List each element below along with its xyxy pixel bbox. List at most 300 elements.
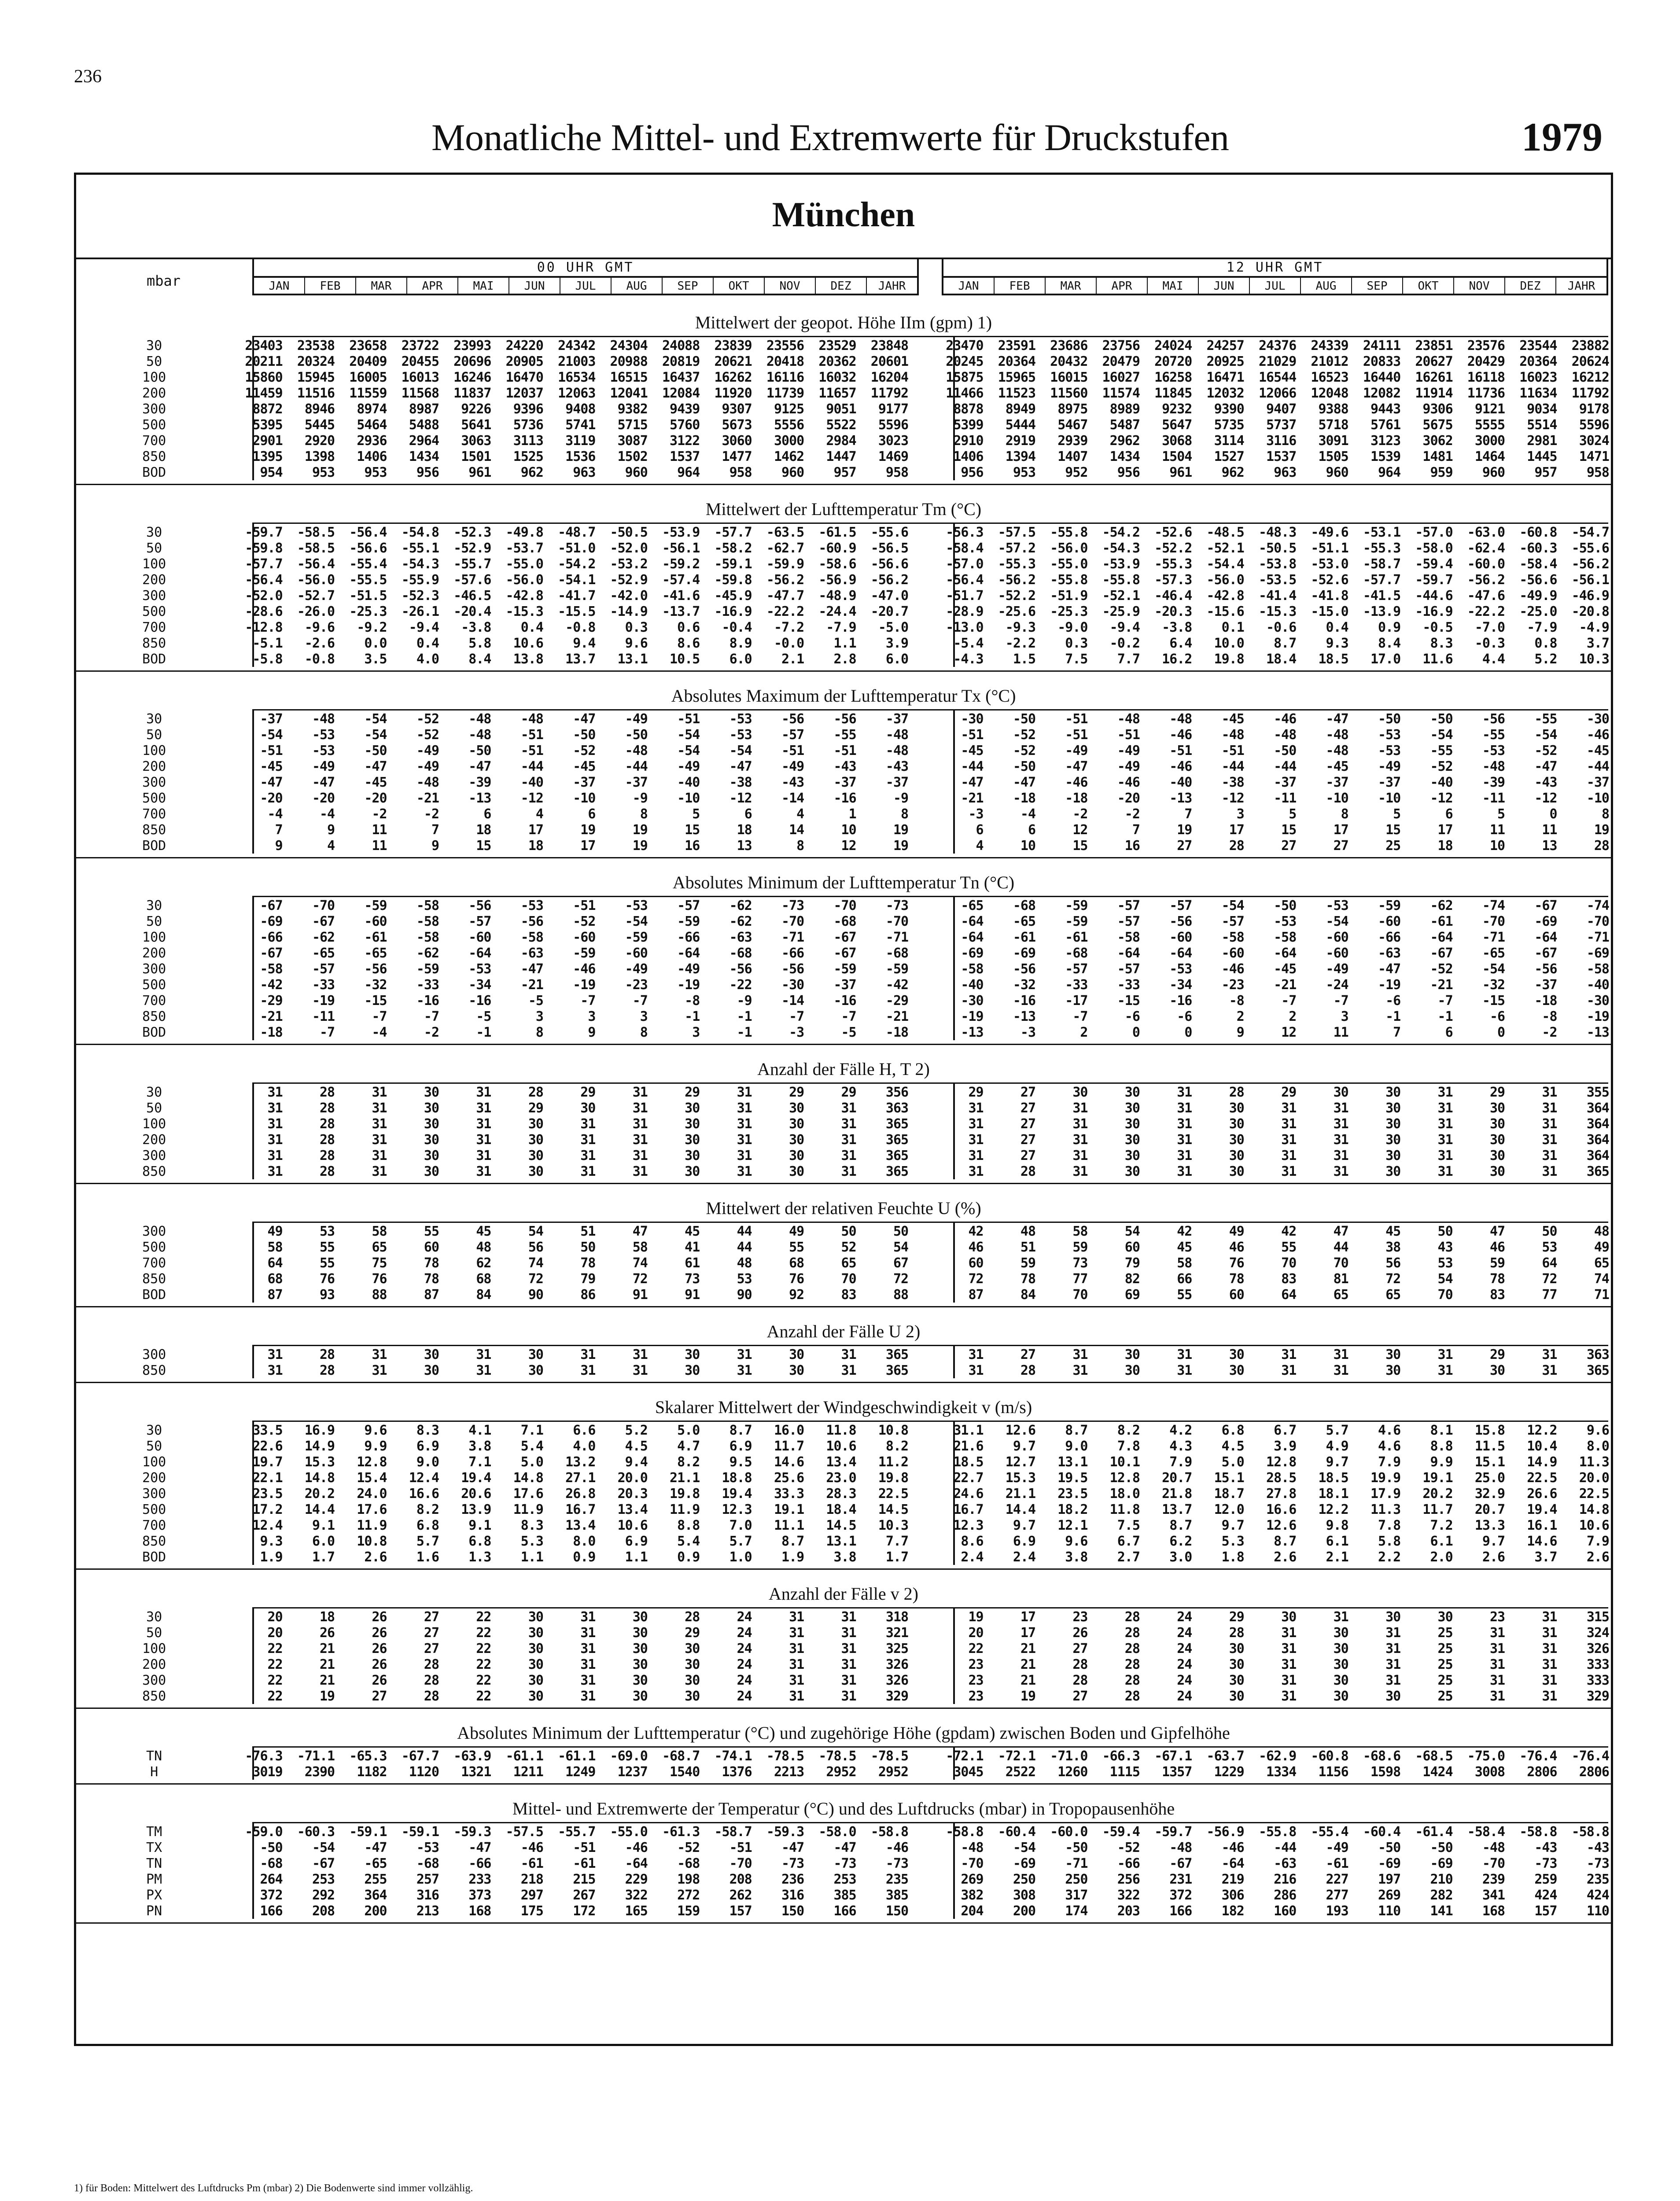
values-00-gmt <box>232 1903 910 1919</box>
section-title: Mittelwert der geopot. Höhe IIm (gpm) 1) <box>695 313 992 332</box>
table-cell: 5556 <box>774 417 804 433</box>
values-00-gmt <box>232 1287 910 1303</box>
table-cell: -57.7 <box>1363 572 1401 588</box>
table-cell: -7.9 <box>826 619 856 635</box>
table-cell: -49 <box>677 961 700 977</box>
table-cell: -63.9 <box>453 1748 491 1764</box>
table-cell: 31 <box>580 1132 596 1148</box>
row-label: 500 <box>142 790 166 806</box>
table-cell: 9396 <box>513 401 543 417</box>
table-cell: 20364 <box>1519 353 1557 369</box>
table-cell: 19 <box>1594 822 1609 838</box>
block-divider <box>953 1746 955 1780</box>
table-cell: 1407 <box>1057 449 1088 464</box>
section-top-rule <box>252 523 1608 524</box>
table-cell: -58 <box>1586 961 1609 977</box>
table-cell: 38 <box>1385 1239 1401 1255</box>
table-cell: -56 <box>520 913 543 929</box>
table-cell: 30 <box>1489 1100 1505 1116</box>
table-cell: 31 <box>1281 1132 1297 1148</box>
table-cell: 30 <box>1385 1132 1401 1148</box>
table-cell: -53.1 <box>1363 524 1401 540</box>
table-cell: 31 <box>1542 1672 1557 1688</box>
table-cell: -64 <box>677 945 700 961</box>
values-12-gmt <box>933 1009 1611 1024</box>
table-cell: 1539 <box>1370 449 1401 464</box>
table-cell: -7 <box>372 1008 387 1024</box>
table-row <box>76 1422 1611 1438</box>
table-cell: 21.6 <box>953 1438 984 1454</box>
table-cell: -63.7 <box>1206 1748 1244 1764</box>
table-row <box>76 1764 1611 1780</box>
table-cell: -78.5 <box>870 1748 909 1764</box>
table-cell: 23403 <box>245 338 283 353</box>
table-cell: 28 <box>320 1163 335 1179</box>
table-cell: -13.0 <box>946 619 984 635</box>
table-cell: 9306 <box>1422 401 1453 417</box>
table-cell: 31 <box>841 1163 856 1179</box>
table-cell: -56.5 <box>870 540 909 556</box>
station-name: München <box>772 195 915 234</box>
table-cell: 9.9 <box>1430 1454 1453 1470</box>
table-cell: 10.5 <box>670 651 700 667</box>
table-cell: 364 <box>1586 1148 1609 1163</box>
table-cell: 157 <box>729 1903 752 1919</box>
table-cell: -18 <box>1065 790 1088 806</box>
table-cell: -70 <box>781 913 804 929</box>
year: 1979 <box>1522 114 1603 159</box>
table-cell: 42 <box>1177 1223 1192 1239</box>
table-cell: 28 <box>424 1656 439 1672</box>
table-cell: 30 <box>685 1672 700 1688</box>
table-cell: 963 <box>573 464 596 480</box>
row-label: 50 <box>146 540 162 556</box>
values-12-gmt <box>933 620 1611 635</box>
table-cell: 15.1 <box>1214 1470 1244 1486</box>
table-cell: -56 <box>781 711 804 727</box>
table-cell: 55 <box>789 1239 804 1255</box>
table-cell: 11.1 <box>774 1517 804 1533</box>
table-cell: -60.8 <box>1519 524 1557 540</box>
table-cell: 329 <box>885 1688 909 1704</box>
table-cell: 961 <box>468 464 491 480</box>
table-cell: 24 <box>737 1688 752 1704</box>
values-12-gmt <box>933 651 1611 667</box>
table-cell: 76 <box>372 1271 387 1287</box>
table-cell: -20.3 <box>1154 604 1192 619</box>
table-cell: 208 <box>312 1903 335 1919</box>
table-cell: -49 <box>1117 758 1140 774</box>
table-cell: 10.8 <box>878 1422 909 1438</box>
table-cell: 235 <box>885 1871 909 1887</box>
table-cell: -57.4 <box>662 572 700 588</box>
table-cell: -56 <box>833 711 856 727</box>
row-label: 850 <box>142 1271 166 1287</box>
table-cell: -59.0 <box>245 1824 283 1840</box>
table-cell: 16 <box>685 838 700 854</box>
table-cell: -67 <box>260 898 283 913</box>
table-cell: -56.2 <box>870 572 909 588</box>
table-cell: 91 <box>632 1287 648 1303</box>
table-cell: 30 <box>1333 1672 1348 1688</box>
table-cell: 20.0 <box>617 1470 648 1486</box>
table-cell: 30 <box>1489 1148 1505 1163</box>
table-row <box>76 790 1611 806</box>
table-cell: 30 <box>1489 1362 1505 1378</box>
row-label: 30 <box>146 898 162 913</box>
table-cell: -50 <box>364 743 387 758</box>
table-cell: 23993 <box>453 338 491 353</box>
table-cell: -62 <box>729 913 752 929</box>
table-cell: 2522 <box>1005 1764 1036 1780</box>
table-cell: 31 <box>1072 1116 1088 1132</box>
table-cell: 236 <box>781 1871 804 1887</box>
table-cell: 31 <box>580 1625 596 1641</box>
table-row <box>76 449 1611 464</box>
table-cell: -7 <box>1072 1008 1088 1024</box>
table-cell: -0.4 <box>722 619 752 635</box>
table-cell: 9.3 <box>1326 635 1348 651</box>
table-cell: -5.8 <box>252 651 283 667</box>
table-cell: -67.1 <box>1154 1748 1192 1764</box>
table-cell: -13 <box>961 1024 984 1040</box>
row-label: 850 <box>142 635 166 651</box>
table-cell: 9.8 <box>1326 1517 1348 1533</box>
table-cell: 30 <box>632 1656 648 1672</box>
table-cell: 365 <box>885 1362 909 1378</box>
table-cell: -70 <box>312 898 335 913</box>
table-cell: -59 <box>573 945 596 961</box>
table-cell: 83 <box>1281 1271 1297 1287</box>
table-cell: 2806 <box>1527 1764 1557 1780</box>
table-cell: 14.9 <box>1527 1454 1557 1470</box>
table-cell: 30 <box>424 1116 439 1132</box>
table-cell: 3114 <box>1214 433 1244 449</box>
table-cell: -64 <box>1534 929 1557 945</box>
values-00-gmt <box>232 1363 910 1378</box>
table-cell: 16258 <box>1154 369 1192 385</box>
table-cell: 31 <box>737 1100 752 1116</box>
table-cell: -56.2 <box>1467 572 1505 588</box>
table-cell: 20364 <box>998 353 1036 369</box>
table-cell: 9.3 <box>260 1533 283 1549</box>
table-cell: 11634 <box>1519 385 1557 401</box>
table-cell: -37 <box>833 774 856 790</box>
table-cell: -72.1 <box>946 1748 984 1764</box>
section-title: Skalarer Mittelwert der Windgeschwindigkeit v (m/s) <box>655 1397 1032 1417</box>
row-label: 300 <box>142 961 166 977</box>
table-cell: 19.5 <box>1057 1470 1088 1486</box>
table-cell: 231 <box>1169 1871 1192 1887</box>
table-cell: 9.6 <box>364 1422 387 1438</box>
table-cell: 19 <box>580 822 596 838</box>
table-cell: -65.3 <box>349 1748 387 1764</box>
table-cell: -73 <box>1586 1855 1609 1871</box>
table-cell: 31 <box>1542 1100 1557 1116</box>
table-cell: -58.0 <box>818 1824 856 1840</box>
section-top-rule <box>252 1746 1608 1748</box>
table-cell: -65 <box>1013 913 1036 929</box>
table-cell: 18.5 <box>953 1454 984 1470</box>
row-label: BOD <box>142 651 166 667</box>
table-cell: 18 <box>1437 838 1453 854</box>
table-cell: 12.8 <box>357 1454 387 1470</box>
table-cell: 1527 <box>1214 449 1244 464</box>
table-cell: 21 <box>320 1656 335 1672</box>
table-cell: 9.7 <box>1326 1454 1348 1470</box>
table-cell: -15.6 <box>1206 604 1244 619</box>
table-cell: 159 <box>677 1903 700 1919</box>
table-cell: -52 <box>677 1840 700 1855</box>
table-cell: 6.0 <box>312 1533 335 1549</box>
table-cell: 16.6 <box>409 1486 439 1502</box>
table-cell: 30 <box>685 1656 700 1672</box>
table-cell: 7 <box>1132 822 1140 838</box>
table-cell: 31 <box>1333 1116 1348 1132</box>
table-row <box>76 556 1611 572</box>
values-12-gmt <box>933 727 1611 743</box>
table-cell: -58.8 <box>1519 1824 1557 1840</box>
table-row <box>76 1887 1611 1903</box>
table-cell: 2984 <box>826 433 856 449</box>
table-cell: -43 <box>1586 1840 1609 1855</box>
table-cell: -60 <box>468 929 491 945</box>
table-cell: 318 <box>885 1609 909 1625</box>
table-cell: -25.3 <box>1050 604 1088 619</box>
table-cell: 7.1 <box>468 1454 491 1470</box>
table-row <box>76 993 1611 1008</box>
table-cell: 66 <box>1177 1271 1192 1287</box>
values-12-gmt <box>933 1824 1611 1840</box>
table-cell: 365 <box>885 1163 909 1179</box>
values-00-gmt <box>232 620 910 635</box>
table-cell: 424 <box>1586 1887 1609 1903</box>
table-cell: -11 <box>1482 790 1505 806</box>
table-cell: 286 <box>1274 1887 1297 1903</box>
table-cell: 255 <box>364 1871 387 1887</box>
table-cell: 19.9 <box>1370 1470 1401 1486</box>
table-cell: 1434 <box>409 449 439 464</box>
table-cell: 28 <box>1124 1672 1140 1688</box>
table-cell: 31 <box>476 1116 491 1132</box>
table-cell: 2.8 <box>833 651 856 667</box>
table-cell: -58.5 <box>297 524 335 540</box>
table-cell: 11920 <box>714 385 752 401</box>
table-cell: 1464 <box>1474 449 1505 464</box>
values-00-gmt <box>232 588 910 604</box>
table-cell: -50.5 <box>1258 540 1297 556</box>
table-row <box>76 1903 1611 1919</box>
table-row <box>76 635 1611 651</box>
row-label: BOD <box>142 1549 166 1565</box>
table-cell: 1.7 <box>885 1549 909 1565</box>
table-cell: 30 <box>1229 1132 1244 1148</box>
table-cell: -74.1 <box>714 1748 752 1764</box>
table-cell: 5.8 <box>1378 1533 1401 1549</box>
table-cell: -65 <box>364 945 387 961</box>
table-cell: -17 <box>1065 993 1088 1008</box>
table-cell: -16 <box>416 993 439 1008</box>
table-cell: 7.5 <box>1065 651 1088 667</box>
table-cell: 364 <box>1586 1132 1609 1148</box>
table-row <box>76 369 1611 385</box>
table-cell: 31 <box>267 1163 283 1179</box>
table-cell: 31 <box>1072 1347 1088 1362</box>
values-12-gmt <box>933 961 1611 977</box>
table-cell: 31 <box>1542 1347 1557 1362</box>
table-cell: 10.8 <box>357 1533 387 1549</box>
table-cell: -46 <box>1169 727 1192 743</box>
table-cell: 8.7 <box>1065 1422 1088 1438</box>
table-cell: 0.9 <box>1378 619 1401 635</box>
table-cell: 10.6 <box>826 1438 856 1454</box>
table-cell: 22.5 <box>1527 1470 1557 1486</box>
table-cell: 29 <box>841 1084 856 1100</box>
table-cell: -26.1 <box>401 604 439 619</box>
table-cell: -19 <box>961 1008 984 1024</box>
table-cell: 6.9 <box>1013 1533 1036 1549</box>
table-cell: 3 <box>588 1008 596 1024</box>
table-cell: 19 <box>893 838 909 854</box>
table-cell: 6 <box>483 806 491 822</box>
table-cell: -67 <box>1534 898 1557 913</box>
table-cell: 15 <box>476 838 491 854</box>
table-cell: 208 <box>729 1871 752 1887</box>
table-cell: 31 <box>1281 1641 1297 1656</box>
table-cell: -54 <box>1430 727 1453 743</box>
page-number: 236 <box>74 66 102 87</box>
table-cell: -12 <box>1534 790 1557 806</box>
block-divider <box>953 896 955 1040</box>
table-cell: -6 <box>1124 1008 1140 1024</box>
table-cell: 21 <box>320 1672 335 1688</box>
table-row <box>76 1688 1611 1704</box>
table-cell: 62 <box>476 1255 491 1271</box>
table-cell: 31 <box>841 1688 856 1704</box>
table-cell: 31 <box>737 1116 752 1132</box>
table-cell: -46 <box>1221 961 1244 977</box>
table-cell: 204 <box>961 1903 984 1919</box>
table-cell: 4.1 <box>468 1422 491 1438</box>
table-cell: 12082 <box>1363 385 1401 401</box>
table-cell: -47 <box>781 1840 804 1855</box>
table-cell: 961 <box>1169 464 1192 480</box>
table-cell: -15.5 <box>558 604 596 619</box>
table-cell: -42 <box>260 977 283 993</box>
table-cell: 9121 <box>1474 401 1505 417</box>
table-cell: -33 <box>1065 977 1088 993</box>
table-cell: -60.3 <box>297 1824 335 1840</box>
table-cell: -65 <box>961 898 984 913</box>
table-cell: 24257 <box>1206 338 1244 353</box>
month-header: JUL <box>1250 278 1301 294</box>
table-cell: 31 <box>737 1132 752 1148</box>
table-cell: 67 <box>893 1255 909 1271</box>
table-cell: 31 <box>1437 1148 1453 1163</box>
table-cell: 44 <box>1333 1239 1348 1255</box>
table-cell: -66 <box>677 929 700 945</box>
month-header: AUG <box>612 278 663 294</box>
table-cell: -49 <box>1326 961 1348 977</box>
table-cell: 27 <box>1072 1688 1088 1704</box>
row-label: BOD <box>142 1024 166 1040</box>
table-cell: -58 <box>1274 929 1297 945</box>
table-cell: 21 <box>1020 1672 1036 1688</box>
table-cell: 8987 <box>409 401 439 417</box>
month-header: SEP <box>1352 278 1403 294</box>
table-cell: -14 <box>781 993 804 1008</box>
row-label: 500 <box>142 977 166 993</box>
table-cell: 91 <box>685 1287 700 1303</box>
table-cell: 18.8 <box>722 1470 752 1486</box>
month-header: NOV <box>1454 278 1505 294</box>
table-row <box>76 604 1611 619</box>
table-cell: 6.0 <box>885 651 909 667</box>
table-cell: 31 <box>1281 1625 1297 1641</box>
table-cell: 11845 <box>1154 385 1192 401</box>
table-cell: 53 <box>1437 1255 1453 1271</box>
table-cell: 22 <box>267 1656 283 1672</box>
table-cell: -47 <box>520 961 543 977</box>
table-cell: 20988 <box>610 353 648 369</box>
table-cell: -20.4 <box>453 604 491 619</box>
table-cell: -56 <box>364 961 387 977</box>
table-cell: 18.2 <box>1057 1502 1088 1517</box>
table-cell: 30 <box>1489 1163 1505 1179</box>
table-row <box>76 913 1611 929</box>
table-cell: -47 <box>1326 711 1348 727</box>
table-cell: 1334 <box>1266 1764 1297 1780</box>
table-cell: 20211 <box>245 353 283 369</box>
section-title: Mittelwert der Lufttemperatur Tm (°C) <box>705 499 982 519</box>
table-cell: 50 <box>841 1223 856 1239</box>
table-cell: 41 <box>685 1239 700 1255</box>
table-cell: -51.9 <box>1050 588 1088 604</box>
table-cell: -69 <box>961 945 984 961</box>
table-cell: -13.9 <box>1363 604 1401 619</box>
section-top-rule <box>252 896 1608 897</box>
row-label: TN <box>146 1748 162 1764</box>
table-cell: -51 <box>520 727 543 743</box>
table-cell: 24342 <box>558 338 596 353</box>
table-cell: 1115 <box>1109 1764 1140 1780</box>
table-cell: 48 <box>1020 1223 1036 1239</box>
table-cell: 11.7 <box>1422 1502 1453 1517</box>
table-cell: 31 <box>1072 1362 1088 1378</box>
table-cell: 31 <box>1489 1625 1505 1641</box>
table-cell: 8.1 <box>1430 1422 1453 1438</box>
values-00-gmt <box>232 354 910 369</box>
table-cell: 385 <box>885 1887 909 1903</box>
table-cell: 1.7 <box>312 1549 335 1565</box>
table-cell: 31 <box>1281 1656 1297 1672</box>
table-cell: 3045 <box>953 1764 984 1780</box>
table-cell: 3113 <box>513 433 543 449</box>
table-cell: 9.7 <box>1013 1517 1036 1533</box>
table-cell: -74 <box>1586 898 1609 913</box>
table-cell: -9 <box>632 790 648 806</box>
table-cell: -64 <box>1274 945 1297 961</box>
table-cell: 17.2 <box>252 1502 283 1517</box>
table-cell: 2 <box>1236 1008 1244 1024</box>
table-cell: -52.9 <box>610 572 648 588</box>
row-label: 300 <box>142 1148 166 1163</box>
table-row <box>76 524 1611 540</box>
table-cell: 28 <box>1124 1609 1140 1625</box>
table-cell: -55.5 <box>349 572 387 588</box>
table-cell: 31 <box>841 1132 856 1148</box>
values-00-gmt <box>232 1609 910 1625</box>
